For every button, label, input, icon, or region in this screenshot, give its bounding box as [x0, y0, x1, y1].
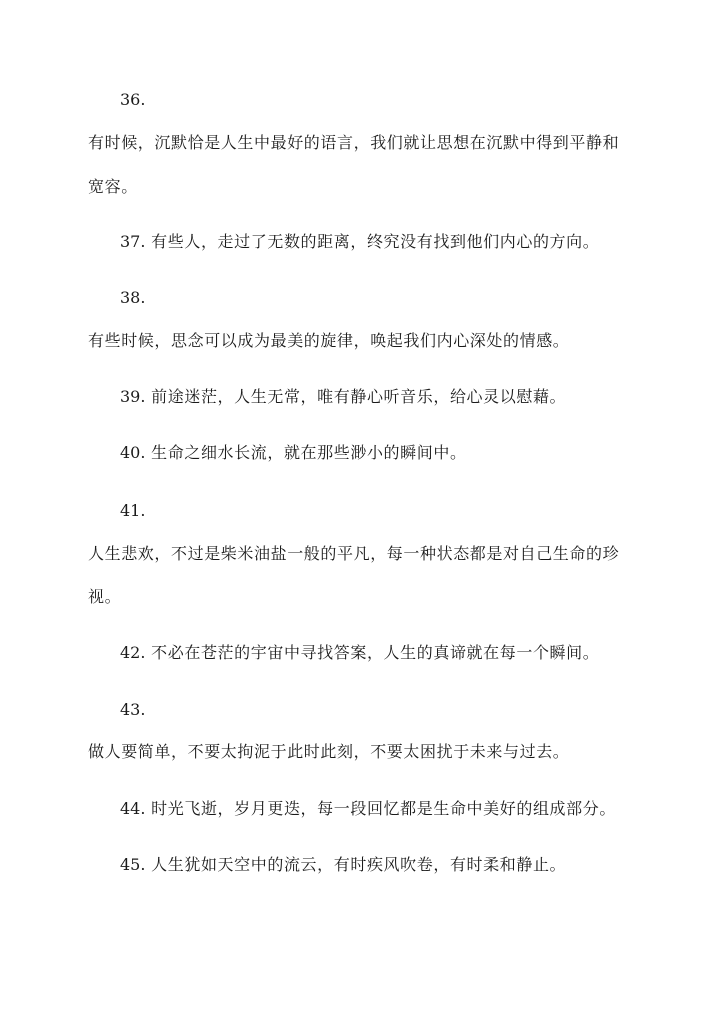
- list-item: [120, 443, 467, 463]
- list-item: [120, 855, 566, 875]
- item-text-line: 宽容。: [88, 177, 138, 196]
- item-number: 43.: [120, 700, 146, 719]
- item-number: 41.: [120, 501, 146, 520]
- item-number: 44.: [120, 799, 146, 818]
- item-text-line: 做人要简单，不要太拘泥于此时此刻，不要太困扰于未来与过去。: [88, 742, 570, 761]
- list-item: [120, 387, 566, 407]
- item-text: 生命之细水长流，就在那些渺小的瞬间中。: [151, 443, 467, 462]
- item-number: 36.: [120, 90, 146, 109]
- list-item: [120, 643, 599, 663]
- item-number: 45.: [120, 855, 146, 874]
- item-number: 37.: [120, 232, 146, 251]
- item-number: 39.: [120, 387, 146, 406]
- item-text-line: 有时候，沉默恰是人生中最好的语言，我们就让思想在沉默中得到平静和: [88, 133, 620, 152]
- item-text-line: 人生悲欢，不过是柴米油盐一般的平凡，每一种状态都是对自己生命的珍: [88, 544, 620, 563]
- item-text: 人生犹如天空中的流云，有时疾风吹卷，有时柔和静止。: [151, 855, 567, 874]
- list-item: [120, 232, 599, 252]
- item-text-line: 视。: [88, 587, 122, 606]
- item-text: 有些人，走过了无数的距离，终究没有找到他们内心的方向。: [151, 232, 600, 251]
- item-number: 42.: [120, 643, 146, 662]
- item-number: 40.: [120, 443, 146, 462]
- item-number: 38.: [120, 288, 146, 307]
- item-text-line: 有些时候，思念可以成为最美的旋律，唤起我们内心深处的情感。: [88, 331, 570, 350]
- item-text: 时光飞逝，岁月更迭，每一段回忆都是生命中美好的组成部分。: [151, 799, 616, 818]
- item-text: 不必在苍茫的宇宙中寻找答案，人生的真谛就在每一个瞬间。: [151, 643, 600, 662]
- item-text: 前途迷茫，人生无常，唯有静心听音乐，给心灵以慰藉。: [151, 387, 567, 406]
- list-item: [120, 799, 616, 819]
